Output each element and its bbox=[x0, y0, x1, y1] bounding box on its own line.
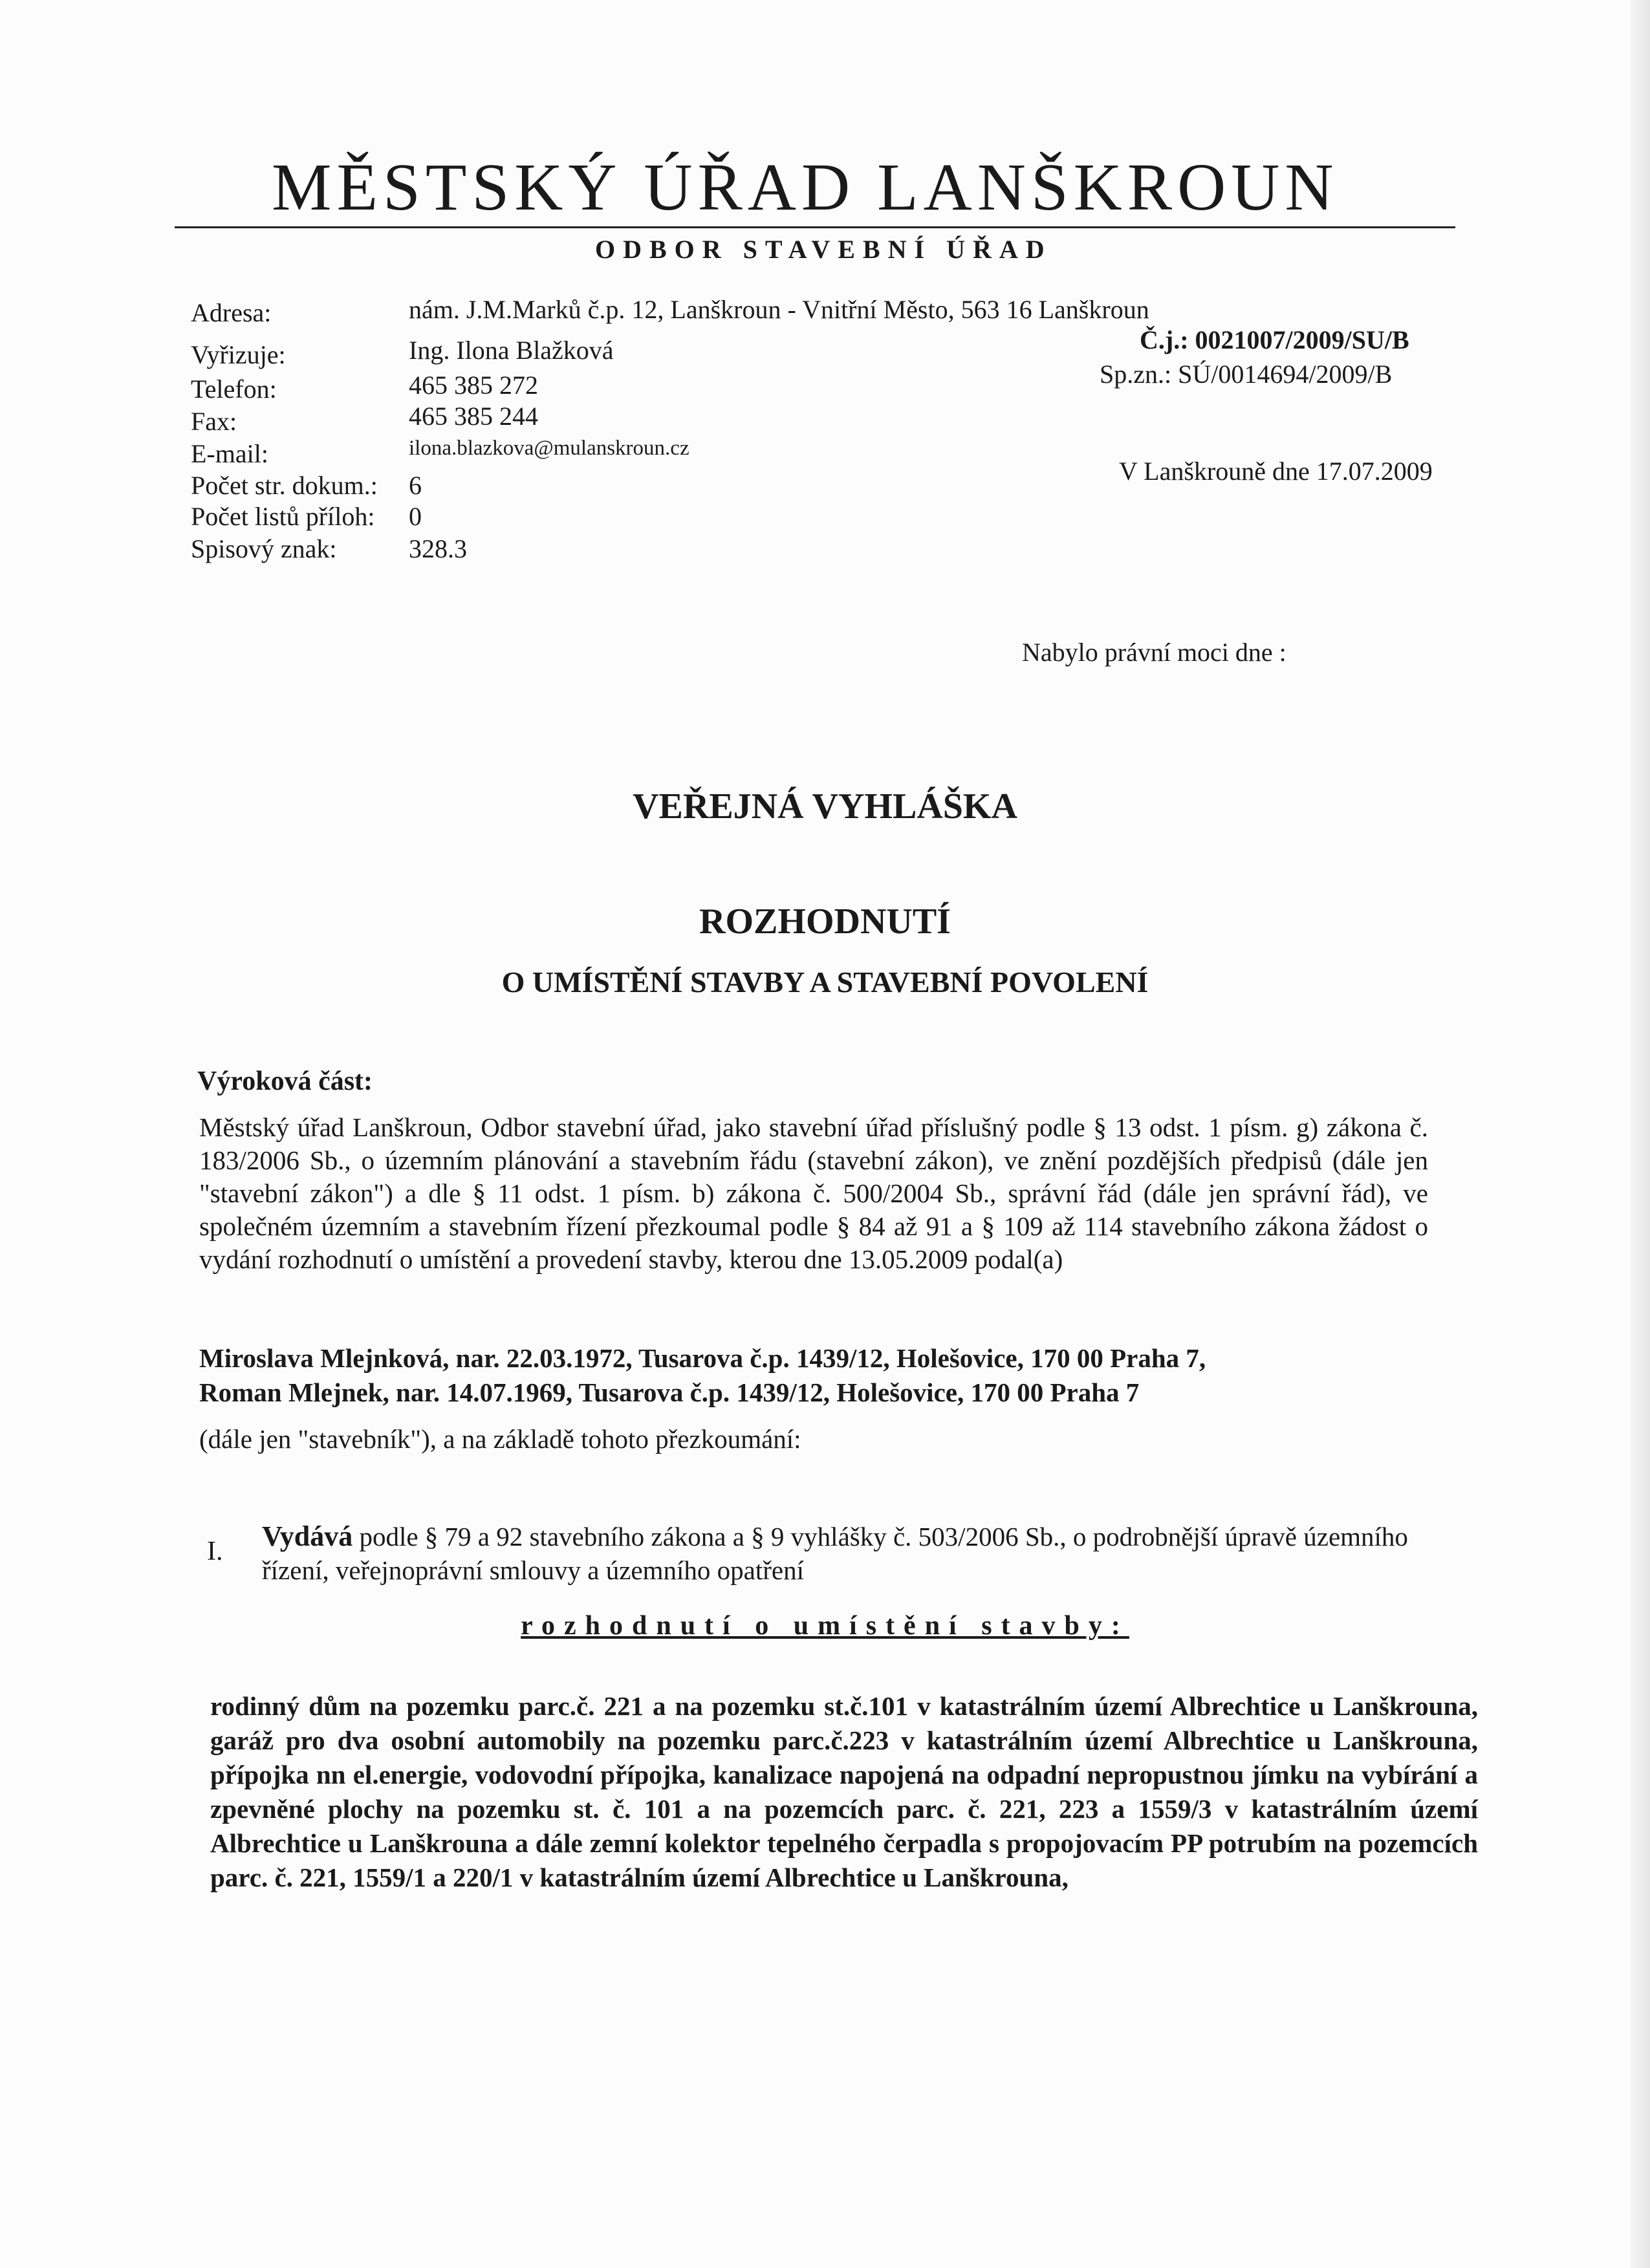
info-label-address: Adresa: bbox=[191, 298, 272, 327]
info-label-fax: Fax: bbox=[191, 407, 237, 436]
info-label-phone: Telefon: bbox=[191, 374, 277, 404]
after-applicants: (dále jen "stavebník"), a na základě tohoto přezkoumání: bbox=[199, 1424, 801, 1454]
applicant-2: Roman Mlejnek, nar. 14.07.1969, Tusarova č.p. 1439/12, Holešovice, 170 00 Praha 7 bbox=[199, 1377, 1140, 1407]
construction-description: rodinný dům na pozemku parc.č. 221 a na pozemku st.č.101 v katastrálním území Albrechtice u Lanškrouna, garáž pro dva osobní automobily na pozemku parc.č.223 v katastrálním území Albrechtice u Lanškrouna, přípojka nn el.energie, vodovodní přípojka, kanalizace napojená na odpadní nepropustnou jímku na vybírání a zpevněné plochy na pozemku st. č. 101 a na pozemcích parc. č. 221, 223 a 1559/3 v katastrálním území Albrechtice u Lanškrouna a dále zemní kolektor tepelného čerpadla s propojovacím PP potrubím na pozemcích parc. č. 221, 1559/1 a 220/1 v katastrálním území Albrechtice u Lanškrouna, bbox=[210, 1691, 1478, 1892]
reference-spzn: Sp.zn.: SÚ/0014694/2009/B bbox=[1100, 360, 1393, 389]
item-text bbox=[262, 1520, 1433, 1587]
decision-subtitle: O UMÍSTĚNÍ STAVBY A STAVEBNÍ POVOLENÍ bbox=[501, 966, 1149, 999]
info-value-handler: Ing. Ilona Blažková bbox=[409, 336, 614, 365]
legal-force-date: Nabylo právní moci dne : bbox=[1022, 638, 1286, 667]
applicant-1: Miroslava Mlejnková, nar. 22.03.1972, Tusarova č.p. 1439/12, Holešovice, 170 00 Praha 7, bbox=[199, 1343, 1206, 1373]
info-label-attachments: Počet listů příloh: bbox=[191, 502, 375, 531]
reference-date: V Lanškrouně dne 17.07.2009 bbox=[1119, 457, 1433, 486]
info-value-phone: 465 385 272 bbox=[409, 371, 538, 400]
item-number: I. bbox=[207, 1537, 223, 1566]
info-value-fax: 465 385 244 bbox=[409, 402, 538, 431]
item-bold-verb: Vydává bbox=[262, 1520, 353, 1552]
info-value-address: nám. J.M.Marků č.p. 12, Lanškroun - Vnitřní Město, 563 16 Lanškroun bbox=[409, 295, 1149, 324]
info-value-email: ilona.blazkova@mulanskroun.cz bbox=[409, 437, 689, 460]
section-heading: Výroková část: bbox=[197, 1066, 373, 1096]
office-department: ODBOR STAVEBNÍ ÚŘAD bbox=[595, 235, 1052, 264]
info-label-handler: Vyřizuje: bbox=[191, 340, 286, 369]
header-rule bbox=[175, 226, 1455, 228]
info-label-email: E-mail: bbox=[191, 439, 268, 468]
decision-title: ROZHODNUTÍ bbox=[699, 902, 951, 942]
info-value-page-count: 6 bbox=[409, 471, 422, 500]
reference-cj: Č.j.: 0021007/2009/SU/B bbox=[1140, 325, 1409, 354]
scan-edge bbox=[1631, 0, 1650, 2268]
decision-heading: rozhodnutí o umístění stavby: bbox=[521, 1611, 1129, 1641]
office-title: MĚSTSKÝ ÚŘAD LANŠKROUN bbox=[272, 150, 1339, 224]
info-label-page-count: Počet str. dokum.: bbox=[191, 471, 378, 500]
public-notice-title: VEŘEJNÁ VYHLÁŠKA bbox=[633, 786, 1017, 826]
intro-paragraph: Městský úřad Lanškroun, Odbor stavební úřad, jako stavební úřad příslušný podle § 13 odst. 1 písm. g) zákona č. 183/2006 Sb., o územním plánování a stavebním řádu (stavební zákon), ve znění pozdějších předpisů (dále jen "stavební zákon") a dle § 11 odst. 1 písm. b) zákona č. 500/2004 Sb., správní řád (dále jen správní řád), ve společném územním a stavebním řízení přezkoumal podle § 84 až 91 a § 109 až 114 stavebního zákona žádost o vydání rozhodnutí o umístění a provedení stavby, kterou dne 13.05.2009 podal(a) bbox=[199, 1112, 1428, 1274]
info-value-file-code: 328.3 bbox=[409, 534, 467, 563]
info-label-file-code: Spisový znak: bbox=[191, 534, 337, 563]
info-value-attachments: 0 bbox=[409, 502, 422, 531]
item-rest: podle § 79 a 92 stavebního zákona a § 9 vyhlášky č. 503/2006 Sb., o podrobnější úpravě územního řízení, veřejnoprávní smlouvy a územního opatření bbox=[262, 1522, 1408, 1585]
